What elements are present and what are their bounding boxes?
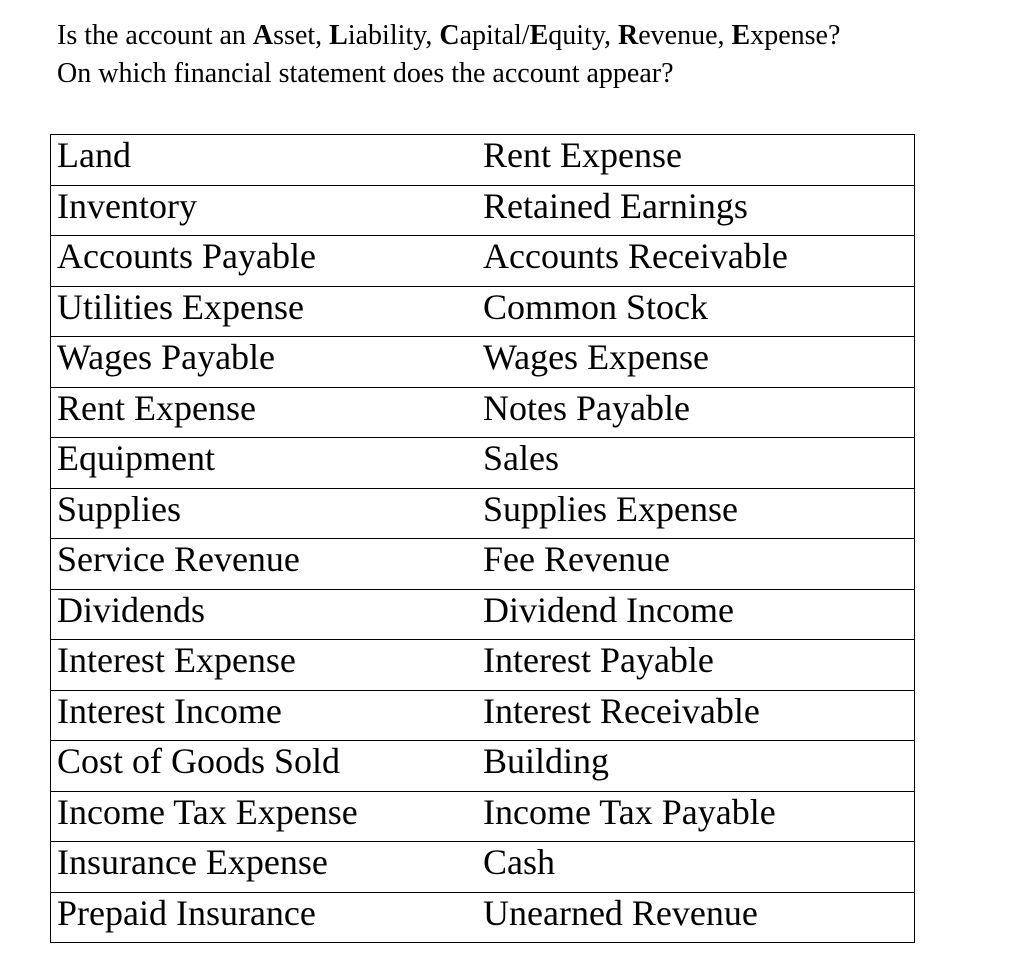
account-cell-left: Inventory bbox=[51, 185, 478, 236]
table-row bbox=[51, 135, 915, 186]
account-cell-right: Building bbox=[477, 741, 915, 792]
question-text-segment: evenue, bbox=[638, 20, 732, 51]
table-row bbox=[51, 791, 915, 842]
question-keyword-initial: C bbox=[439, 20, 460, 51]
account-cell-right: Accounts Receivable bbox=[477, 236, 915, 287]
account-cell-left: Prepaid Insurance bbox=[51, 892, 478, 943]
question-text-segment: quity, bbox=[548, 20, 619, 51]
table-row bbox=[51, 539, 915, 590]
account-cell-right: Notes Payable bbox=[477, 387, 915, 438]
question-keyword-initial: A bbox=[252, 20, 274, 51]
question-text bbox=[57, 17, 997, 93]
question-keyword-initial: E bbox=[731, 20, 751, 51]
account-cell-right: Supplies Expense bbox=[477, 488, 915, 539]
account-cell-left: Utilities Expense bbox=[51, 286, 478, 337]
account-cell-right: Retained Earnings bbox=[477, 185, 915, 236]
table-row bbox=[51, 286, 915, 337]
account-cell-left: Equipment bbox=[51, 438, 478, 489]
account-cell-right: Wages Expense bbox=[477, 337, 915, 388]
table-row bbox=[51, 488, 915, 539]
account-cell-left: Cost of Goods Sold bbox=[51, 741, 478, 792]
question-line-2: On which financial statement does the account appear? bbox=[57, 58, 674, 89]
question-keyword-initial: R bbox=[618, 20, 639, 51]
accounts-table bbox=[50, 134, 915, 943]
account-cell-left: Insurance Expense bbox=[51, 842, 478, 893]
question-text-segment: sset, bbox=[273, 20, 330, 51]
question-text-segment: xpense? bbox=[750, 20, 841, 51]
table-row bbox=[51, 438, 915, 489]
account-cell-left: Land bbox=[51, 135, 478, 186]
table-row bbox=[51, 741, 915, 792]
table-row bbox=[51, 387, 915, 438]
accounts-table-body bbox=[51, 135, 915, 943]
account-cell-right: Dividend Income bbox=[477, 589, 915, 640]
account-cell-left: Wages Payable bbox=[51, 337, 478, 388]
account-cell-right: Cash bbox=[477, 842, 915, 893]
account-cell-left: Supplies bbox=[51, 488, 478, 539]
table-row bbox=[51, 337, 915, 388]
account-cell-right: Unearned Revenue bbox=[477, 892, 915, 943]
account-cell-left: Interest Income bbox=[51, 690, 478, 741]
account-cell-left: Income Tax Expense bbox=[51, 791, 478, 842]
question-text-segment: Is the account an bbox=[57, 20, 253, 51]
account-cell-right: Sales bbox=[477, 438, 915, 489]
account-cell-right: Fee Revenue bbox=[477, 539, 915, 590]
table-row bbox=[51, 842, 915, 893]
question-keyword-initial: E bbox=[529, 20, 549, 51]
account-cell-left: Interest Expense bbox=[51, 640, 478, 691]
question-keyword-initial: L bbox=[329, 20, 348, 51]
account-cell-right: Interest Payable bbox=[477, 640, 915, 691]
account-cell-left: Dividends bbox=[51, 589, 478, 640]
account-cell-right: Interest Receivable bbox=[477, 690, 915, 741]
table-row bbox=[51, 640, 915, 691]
table-row bbox=[51, 690, 915, 741]
account-cell-right: Income Tax Payable bbox=[477, 791, 915, 842]
account-cell-left: Service Revenue bbox=[51, 539, 478, 590]
account-cell-right: Rent Expense bbox=[477, 135, 915, 186]
question-text-segment: apital/ bbox=[459, 20, 530, 51]
account-cell-right: Common Stock bbox=[477, 286, 915, 337]
table-row bbox=[51, 236, 915, 287]
table-row bbox=[51, 185, 915, 236]
question-text-segment: iability, bbox=[347, 20, 440, 51]
account-cell-left: Rent Expense bbox=[51, 387, 478, 438]
question-line-1 bbox=[57, 17, 997, 55]
table-row bbox=[51, 892, 915, 943]
account-cell-left: Accounts Payable bbox=[51, 236, 478, 287]
table-row bbox=[51, 589, 915, 640]
